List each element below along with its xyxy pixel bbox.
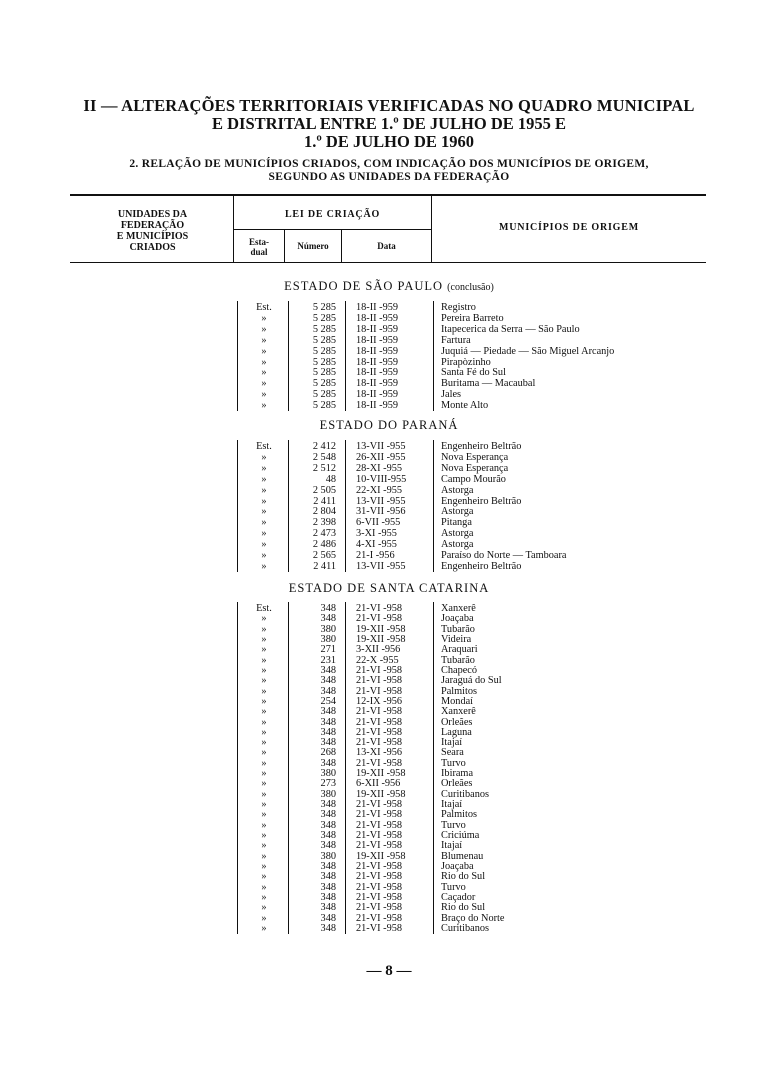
origin-municipalities: Pitanga (441, 517, 472, 529)
law-type: » (261, 623, 267, 635)
law-date: 18-II -959 (356, 356, 399, 368)
column-divider (433, 602, 434, 934)
table-row (0, 474, 778, 485)
law-type: » (261, 484, 267, 496)
origin-municipalities: Orleães (441, 716, 473, 728)
column-divider (345, 602, 346, 934)
document-title-line-1: II — ALTERAÇÕES TERRITORIAIS VERIFICADAS NO QUADRO MUNICIPAL (83, 96, 695, 115)
law-type: » (261, 871, 267, 883)
law-number: 348 (320, 603, 336, 614)
header-col-unidades-l4: CRIADOS (129, 242, 176, 253)
origin-municipalities: Rio do Sul (441, 902, 486, 914)
law-type: » (261, 506, 267, 518)
law-date: 6-VII -955 (356, 517, 401, 529)
law-number: 2 473 (312, 528, 336, 540)
law-number: 48 (325, 473, 336, 485)
table-row (0, 302, 778, 313)
law-date: 21-VI -958 (356, 675, 403, 687)
origin-municipalities: Astorga (441, 539, 474, 551)
law-date: 22-XI -955 (356, 484, 403, 496)
law-type: » (261, 757, 267, 769)
law-number: 2 412 (312, 441, 336, 452)
law-number: 348 (320, 664, 336, 676)
law-number: 348 (320, 922, 336, 934)
law-type: » (261, 675, 267, 687)
origin-municipalities: Tubarão (441, 654, 475, 666)
law-date: 21-VI -958 (356, 685, 403, 697)
law-date: 21-VI -958 (356, 726, 403, 738)
law-number: 348 (320, 706, 336, 718)
table-row (0, 506, 778, 517)
law-number: 5 285 (312, 389, 336, 401)
law-date: 18-II -959 (356, 378, 399, 390)
origin-municipalities: Laguna (441, 726, 472, 738)
origin-municipalities: Braço do Norte (441, 912, 505, 924)
law-number: 348 (320, 861, 336, 872)
law-date: 19-XII -958 (356, 768, 406, 780)
origin-municipalities: Itapecerica da Serra — São Paulo (441, 323, 580, 335)
law-number: 348 (320, 685, 336, 697)
law-number: 348 (320, 912, 336, 924)
law-date: 21-VI -958 (356, 891, 403, 903)
origin-municipalities: Curitibanos (441, 788, 490, 800)
law-type: » (261, 613, 267, 625)
law-type: » (261, 861, 267, 872)
origin-municipalities: Palmitos (441, 685, 478, 697)
law-date: 21-VI -958 (356, 603, 403, 614)
origin-municipalities: Mondaí (441, 695, 474, 707)
origin-municipalities: Buritama — Macaubal (441, 378, 536, 390)
law-date: 21-VI -958 (356, 881, 403, 893)
law-type: » (261, 334, 267, 346)
law-type: » (261, 819, 267, 831)
law-number: 348 (320, 840, 336, 852)
table-row (0, 528, 778, 539)
column-divider (433, 440, 434, 572)
law-date: 21-VI -958 (356, 819, 403, 831)
law-type: Est. (256, 302, 272, 313)
law-date: 18-II -959 (356, 323, 399, 335)
law-type: » (261, 462, 267, 474)
table-row (0, 496, 778, 507)
law-number: 348 (320, 716, 336, 728)
law-date: 21-VI -958 (356, 912, 403, 924)
law-type: » (261, 912, 267, 924)
law-number: 348 (320, 809, 336, 821)
header-col-unidades-l3: E MUNICÍPIOS (116, 231, 189, 242)
origin-municipalities: Paraíso do Norte — Tamboara (441, 550, 567, 561)
column-divider (288, 301, 289, 411)
section-heading-santa-catarina: ESTADO DE SANTA CATARINA (288, 581, 490, 595)
origin-municipalities: Turvo (441, 757, 466, 769)
law-date: 31-VII -956 (356, 506, 406, 518)
origin-municipalities: Engenheiro Beltrão (441, 560, 522, 572)
column-divider (288, 440, 289, 572)
header-col-unidades-l1: UNIDADES DA (117, 209, 188, 220)
law-number: 348 (320, 881, 336, 893)
law-number: 254 (320, 695, 336, 707)
law-date: 21-VI -958 (356, 922, 403, 934)
header-col-unidades-l2: FEDERAÇÃO (120, 220, 185, 231)
origin-municipalities: Campo Mourão (441, 473, 506, 485)
origin-municipalities: Joaçaba (441, 861, 474, 872)
column-divider (433, 301, 434, 411)
origin-municipalities: Nova Esperança (441, 451, 509, 463)
law-number: 380 (320, 850, 336, 862)
origin-municipalities: Videira (441, 633, 472, 645)
law-date: 18-II -959 (356, 312, 399, 324)
law-date: 21-VI -958 (356, 716, 403, 728)
table-row (0, 550, 778, 561)
column-divider (345, 440, 346, 572)
law-number: 348 (320, 871, 336, 883)
law-date: 19-XII -958 (356, 623, 406, 635)
law-number: 348 (320, 726, 336, 738)
law-type: » (261, 726, 267, 738)
origin-municipalities: Itajaí (441, 799, 463, 811)
origin-municipalities: Astorga (441, 506, 474, 518)
table-row (0, 561, 778, 572)
origin-municipalities: Turvo (441, 881, 466, 893)
header-col-estadual-l1: Esta- (249, 237, 269, 247)
law-number: 380 (320, 788, 336, 800)
origin-municipalities: Xanxerê (441, 603, 476, 614)
origin-municipalities: Jales (441, 389, 462, 401)
law-number: 5 285 (312, 323, 336, 335)
origin-municipalities: Engenheiro Beltrão (441, 441, 522, 452)
origin-municipalities: Monte Alto (441, 400, 489, 412)
law-number: 348 (320, 737, 336, 749)
law-number: 2 505 (312, 484, 336, 496)
law-number: 348 (320, 891, 336, 903)
law-type: Est. (256, 441, 272, 452)
table-row (0, 441, 778, 452)
document-title-line-3: 1.º DE JULHO DE 1960 (303, 132, 474, 151)
law-date: 21-VI -958 (356, 613, 403, 625)
table-row (0, 324, 778, 335)
law-number: 348 (320, 902, 336, 914)
law-type: » (261, 550, 267, 561)
law-number: 5 285 (312, 378, 336, 390)
section-title-sp: ESTADO DE SÃO PAULO (284, 279, 444, 293)
law-number: 2 411 (313, 495, 336, 507)
law-number: 2 804 (312, 506, 336, 518)
law-number: 2 512 (312, 462, 336, 474)
law-type: » (261, 451, 267, 463)
header-col-estadual (236, 237, 282, 257)
origin-municipalities: Caçador (441, 891, 476, 903)
law-type: » (261, 695, 267, 707)
law-number: 348 (320, 757, 336, 769)
header-col-origem: MUNICÍPIOS DE ORIGEM (499, 222, 639, 233)
origin-municipalities: Orleães (441, 778, 473, 790)
origin-municipalities: Turvo (441, 819, 466, 831)
law-type: » (261, 644, 267, 656)
law-date: 18-II -959 (356, 302, 399, 313)
origin-municipalities: Engenheiro Beltrão (441, 495, 522, 507)
table-row (0, 357, 778, 368)
law-date: 21-VI -958 (356, 809, 403, 821)
law-number: 5 285 (312, 367, 336, 379)
law-date: 26-XII -955 (356, 451, 406, 463)
law-date: 3-XI -955 (356, 528, 397, 540)
law-type: » (261, 747, 267, 759)
law-number: 2 411 (313, 560, 336, 572)
law-number: 348 (320, 819, 336, 831)
law-type: » (261, 654, 267, 666)
law-number: 348 (320, 613, 336, 625)
origin-municipalities: Rio do Sul (441, 871, 486, 883)
header-lei-criacao: LEI DE CRIAÇÃO (284, 209, 381, 220)
law-date: 10-VIII-955 (356, 473, 407, 485)
origin-municipalities: Itajaí (441, 840, 463, 852)
law-date: 4-XI -955 (356, 539, 397, 551)
law-type: » (261, 716, 267, 728)
origin-municipalities: Seara (441, 747, 464, 759)
law-type: » (261, 778, 267, 790)
law-date: 21-I -956 (356, 550, 395, 561)
law-type: » (261, 378, 267, 390)
table-row (0, 400, 778, 411)
law-date: 21-VI -958 (356, 871, 403, 883)
law-type: » (261, 768, 267, 780)
law-number: 348 (320, 830, 336, 842)
law-type: » (261, 830, 267, 842)
table-row (0, 463, 778, 474)
law-type: » (261, 881, 267, 893)
law-type: » (261, 737, 267, 749)
section-subtitle-line-2: SEGUNDO AS UNIDADES DA FEDERAÇÃO (268, 171, 510, 183)
law-type: » (261, 664, 267, 676)
law-date: 19-XII -958 (356, 850, 406, 862)
table-row (0, 367, 778, 378)
section-note-sp: (conclusão) (447, 282, 494, 293)
law-type: » (261, 633, 267, 645)
law-type: » (261, 517, 267, 529)
table-row (0, 335, 778, 346)
origin-municipalities: Nova Esperança (441, 462, 509, 474)
table-top-rule (70, 194, 706, 196)
column-divider (237, 301, 238, 411)
table-row (0, 517, 778, 528)
law-number: 5 285 (312, 312, 336, 324)
law-date: 22-X -955 (356, 654, 399, 666)
law-type: » (261, 495, 267, 507)
section-subtitle-line-1: 2. RELAÇÃO DE MUNICÍPIOS CRIADOS, COM INDICAÇÃO DOS MUNICÍPIOS DE ORIGEM, (129, 158, 649, 170)
law-number: 5 285 (312, 334, 336, 346)
law-date: 18-II -959 (356, 367, 399, 379)
page-number: — 8 — (366, 963, 412, 979)
origin-municipalities: Chapecó (441, 664, 478, 676)
law-date: 19-XII -958 (356, 788, 406, 800)
origin-municipalities: Fartura (441, 334, 471, 346)
origin-municipalities: Blumenau (441, 850, 484, 862)
law-type: Est. (256, 603, 272, 614)
table-row (0, 389, 778, 400)
header-lei-underline (234, 229, 431, 230)
law-date: 3-XII -956 (356, 644, 401, 656)
law-date: 21-VI -958 (356, 706, 403, 718)
law-date: 21-VI -958 (356, 861, 403, 872)
origin-municipalities: Joaçaba (441, 613, 474, 625)
column-divider (345, 301, 346, 411)
origin-municipalities: Curitibanos (441, 922, 490, 934)
origin-municipalities: Santa Fé do Sul (441, 367, 506, 379)
origin-municipalities: Ibirama (441, 768, 474, 780)
origin-municipalities: Astorga (441, 528, 474, 540)
law-date: 21-VI -958 (356, 664, 403, 676)
law-date: 21-VI -958 (356, 799, 403, 811)
law-date: 21-VI -958 (356, 840, 403, 852)
origin-municipalities: Araquari (441, 644, 478, 656)
origin-municipalities: Pereira Barreto (441, 312, 504, 324)
law-date: 19-XII -958 (356, 633, 406, 645)
law-type: » (261, 528, 267, 540)
law-number: 2 565 (312, 550, 336, 561)
law-number: 348 (320, 675, 336, 687)
law-date: 21-VI -958 (356, 737, 403, 749)
header-col-estadual-l2: dual (250, 247, 268, 257)
law-number: 380 (320, 633, 336, 645)
header-col-numero: Número (297, 241, 329, 251)
law-number: 273 (320, 778, 336, 790)
law-date: 13-VII -955 (356, 441, 406, 452)
law-date: 18-II -959 (356, 334, 399, 346)
column-divider (237, 440, 238, 572)
origin-municipalities: Registro (441, 302, 476, 313)
law-date: 21-VI -958 (356, 902, 403, 914)
law-type: » (261, 367, 267, 379)
law-type: » (261, 902, 267, 914)
document-title-line-2: E DISTRITAL ENTRE 1.º DE JULHO DE 1955 E (211, 114, 566, 133)
law-type: » (261, 706, 267, 718)
origin-municipalities: Juquiá — Piedade — São Miguel Arcanjo (441, 345, 615, 357)
law-type: » (261, 345, 267, 357)
law-date: 13-VII -955 (356, 495, 406, 507)
law-type: » (261, 685, 267, 697)
law-number: 380 (320, 623, 336, 635)
origin-municipalities: Jaraguá do Sul (441, 675, 502, 687)
origin-municipalities: Astorga (441, 484, 474, 496)
origin-municipalities: Xanxerê (441, 706, 476, 718)
column-divider (237, 602, 238, 934)
law-number: 231 (320, 654, 336, 666)
law-type: » (261, 850, 267, 862)
table-row (0, 378, 778, 389)
law-type: » (261, 788, 267, 800)
law-type: » (261, 400, 267, 412)
law-number: 271 (320, 644, 336, 656)
law-type: » (261, 389, 267, 401)
law-type: » (261, 840, 267, 852)
table-row (0, 313, 778, 324)
law-type: » (261, 891, 267, 903)
law-number: 5 285 (312, 400, 336, 412)
section-heading-sao-paulo (0, 279, 778, 295)
law-type: » (261, 560, 267, 572)
table-row (0, 485, 778, 496)
law-number: 268 (320, 747, 336, 759)
law-number: 2 486 (312, 539, 336, 551)
origin-municipalities: Palmitos (441, 809, 478, 821)
law-date: 18-II -959 (356, 345, 399, 357)
header-col-unidades (80, 209, 225, 253)
law-date: 12-IX -956 (356, 695, 403, 707)
law-date: 13-VII -955 (356, 560, 406, 572)
law-number: 380 (320, 768, 336, 780)
law-type: » (261, 809, 267, 821)
law-type: » (261, 922, 267, 934)
law-type: » (261, 312, 267, 324)
law-type: » (261, 323, 267, 335)
law-type: » (261, 356, 267, 368)
origin-municipalities: Pirapòzinho (441, 356, 491, 368)
law-date: 21-VI -958 (356, 830, 403, 842)
law-date: 18-II -959 (356, 400, 399, 412)
law-number: 5 285 (312, 345, 336, 357)
law-number: 2 398 (312, 517, 336, 529)
law-type: » (261, 799, 267, 811)
table-row (0, 346, 778, 357)
law-type: » (261, 539, 267, 551)
header-col-data: Data (377, 241, 396, 251)
law-number: 5 285 (312, 302, 336, 313)
table-row (0, 539, 778, 550)
law-type: » (261, 473, 267, 485)
law-date: 18-II -959 (356, 389, 399, 401)
law-date: 28-XI -955 (356, 462, 403, 474)
law-date: 6-XII -956 (356, 778, 401, 790)
table-row (0, 923, 778, 934)
table-row (0, 452, 778, 463)
section-heading-parana: ESTADO DO PARANÁ (319, 418, 459, 432)
law-date: 13-XI -956 (356, 747, 403, 759)
table-header-bottom-rule (70, 262, 706, 263)
origin-municipalities: Itajaí (441, 737, 463, 749)
law-number: 348 (320, 799, 336, 811)
column-divider (288, 602, 289, 934)
origin-municipalities: Criciúma (441, 830, 480, 842)
law-number: 2 548 (312, 451, 336, 463)
origin-municipalities: Tubarão (441, 623, 475, 635)
law-number: 5 285 (312, 356, 336, 368)
law-date: 21-VI -958 (356, 757, 403, 769)
